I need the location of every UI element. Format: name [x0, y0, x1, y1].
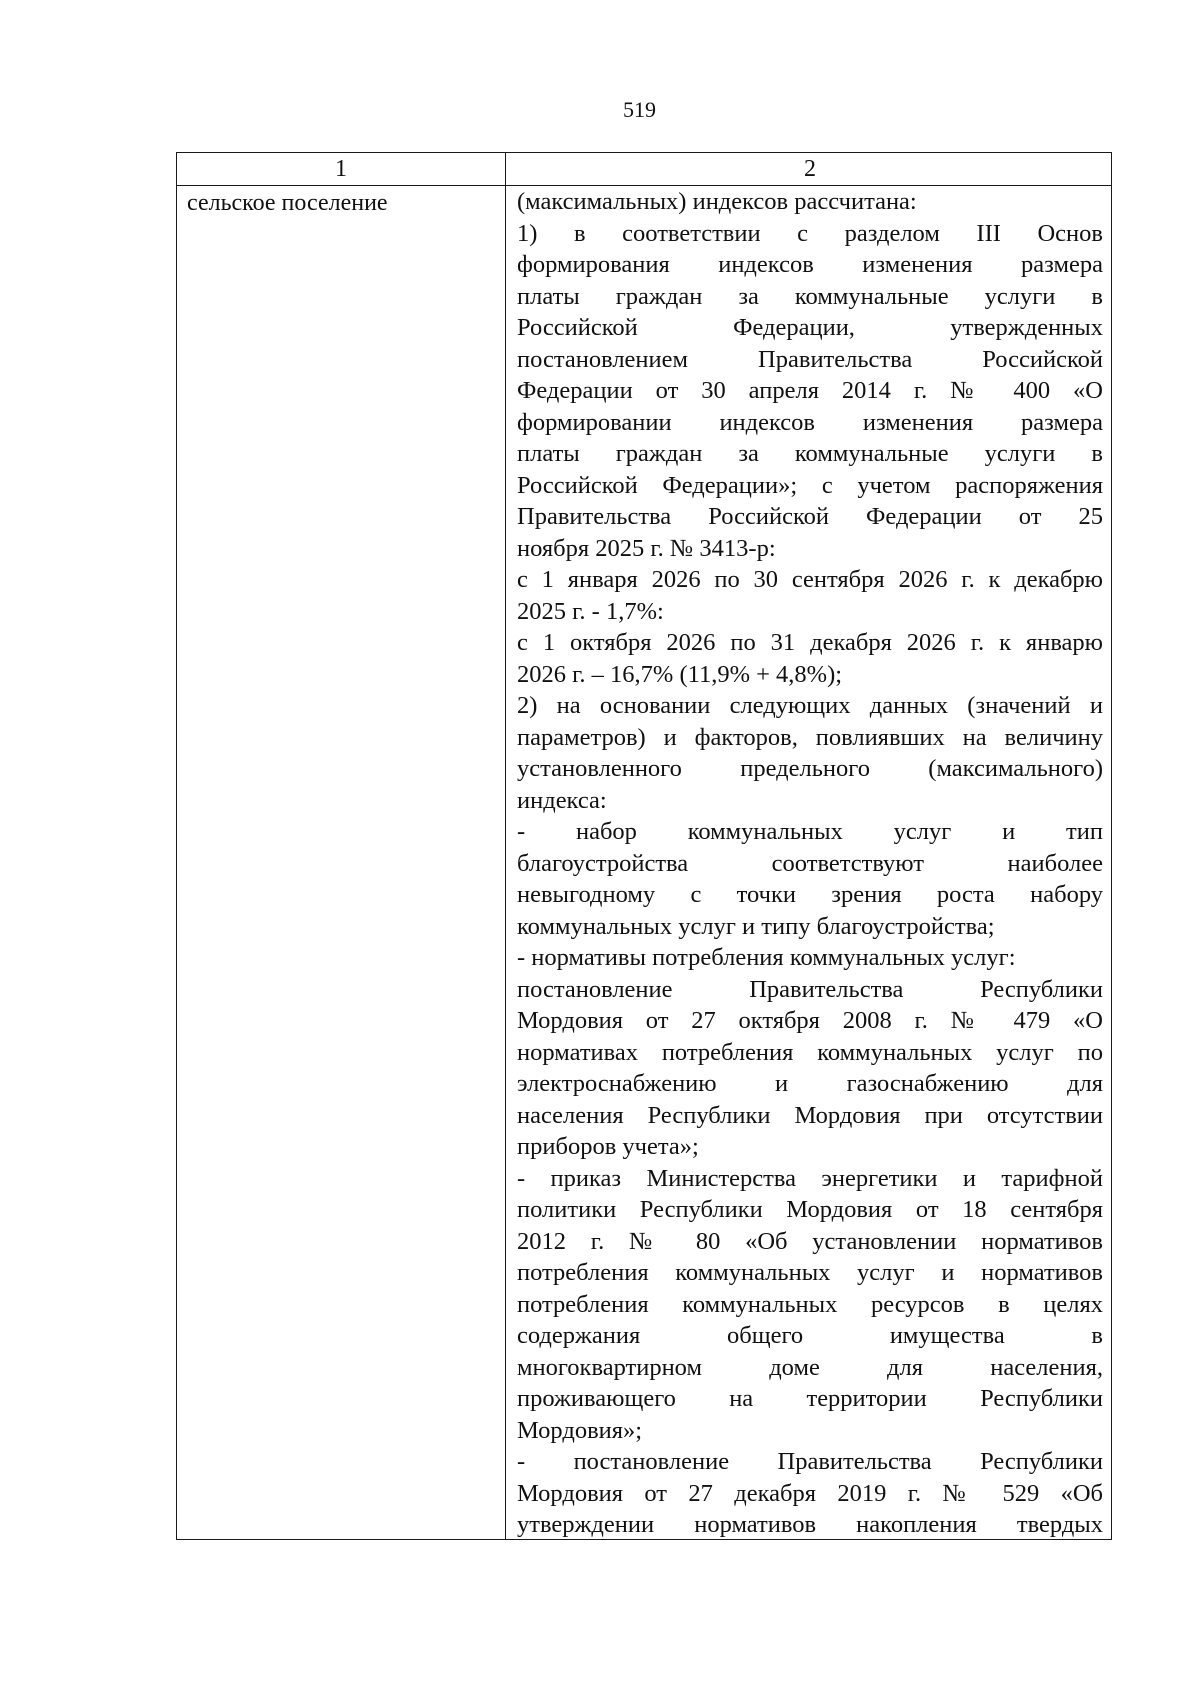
text-line: - постановление Правительства Республики [517, 1448, 1103, 1475]
text-line: с 1 января 2026 по 30 сентября 2026 г. к декабрю [517, 566, 1103, 593]
text-line: постановление Правительства Республики [517, 975, 1103, 1003]
text-line: 2) на основании следующих данных (значений и [517, 692, 1103, 719]
table-header-row [177, 153, 1111, 186]
text-line: формирования индексов изменения размера [517, 251, 1103, 278]
text-line: параметров) и факторов, повлиявших на величину [517, 723, 1103, 751]
text-line: платы граждан за коммунальные услуги в [517, 282, 1103, 310]
text-line: потребления коммунальных услуг и нормативов [517, 1259, 1103, 1286]
text-line: Российской Федерации»; с учетом распоряжения [517, 471, 1103, 499]
text-line: - нормативы потребления коммунальных услуг: [517, 944, 1016, 971]
text-line: политики Республики Мордовия от 18 сентября [517, 1196, 1103, 1223]
text-line: с 1 октября 2026 по 31 декабря 2026 г. к январю [517, 629, 1103, 656]
text-line: 2026 г. – 16,7% (11,9% + 4,8%); [517, 660, 843, 688]
text-line: - приказ Министерства энергетики и тарифной [517, 1164, 1103, 1192]
text-line: Российской Федерации, утвержденных [517, 314, 1103, 341]
text-line: нормативах потребления коммунальных услуг по [517, 1038, 1103, 1066]
text-line: Мордовия от 27 декабря 2019 г. № 529 «Об [517, 1479, 1103, 1507]
text-line: - набор коммунальных услуг и тип [517, 818, 1103, 845]
text-line: многоквартирном доме для населения, [517, 1353, 1103, 1381]
text-line: ноября 2025 г. № 3413-р: [517, 534, 776, 562]
text-line: Федерации от 30 апреля 2014 г. № 400 «О [517, 377, 1103, 404]
text-line: Мордовия»; [517, 1416, 643, 1444]
column-divider [505, 153, 506, 1539]
text-line: потребления коммунальных ресурсов в целях [517, 1290, 1103, 1318]
text-line: приборов учета»; [517, 1133, 699, 1160]
text-line: постановлением Правительства Российской [517, 345, 1103, 373]
table-cell-settlement-type: сельское поселение [187, 190, 388, 216]
text-line: проживающего на территории Республики [517, 1385, 1103, 1412]
text-line: содержания общего имущества в [517, 1322, 1103, 1349]
text-line: (максимальных) индексов рассчитана: [517, 188, 917, 215]
table-cell-description [517, 186, 1103, 1541]
text-line: невыгодному с точки зрения роста набору [517, 881, 1103, 908]
text-line: Правительства Российской Федерации от 25 [517, 503, 1103, 530]
text-line: Мордовия от 27 октября 2008 г. № 479 «О [517, 1007, 1103, 1034]
text-line: 2025 г. - 1,7%: [517, 597, 664, 625]
text-line: формировании индексов изменения размера [517, 408, 1103, 436]
page-number: 519 [623, 97, 656, 122]
text-line: индекса: [517, 786, 607, 814]
text-line: электроснабжению и газоснабжению для [517, 1070, 1103, 1097]
text-line: 1) в соответствии с разделом III Основ [517, 219, 1103, 247]
text-line: благоустройства соответствуют наиболее [517, 849, 1103, 877]
text-line: установленного предельного (максимального) [517, 755, 1103, 782]
document-table [176, 152, 1112, 1540]
column-header-1: 1 [335, 156, 347, 182]
text-line: платы граждан за коммунальные услуги в [517, 440, 1103, 467]
column-header-2: 2 [804, 156, 816, 182]
text-line: 2012 г. № 80 «Об установлении нормативов [517, 1227, 1103, 1255]
text-line: коммунальных услуг и типу благоустройства; [517, 912, 995, 940]
text-line: населения Республики Мордовия при отсутствии [517, 1101, 1103, 1129]
text-line: утверждении нормативов накопления твердых [517, 1511, 1103, 1538]
